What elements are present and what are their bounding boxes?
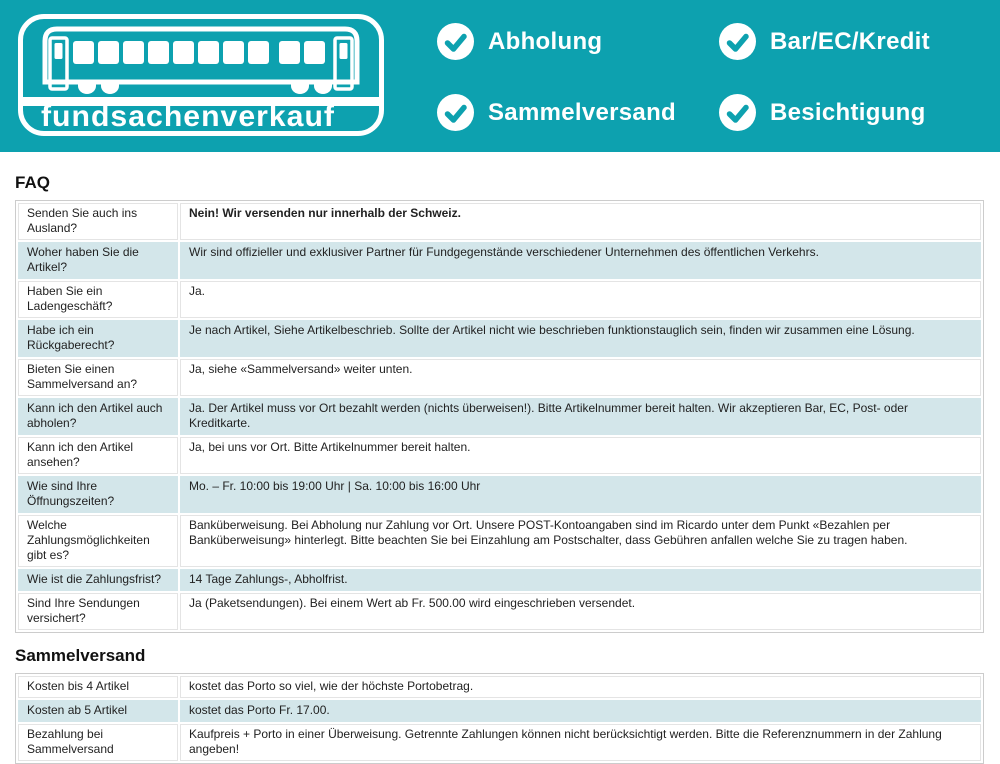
faq-question: Habe ich ein Rückgaberecht? xyxy=(18,320,178,357)
feature-label: Besichtigung xyxy=(770,98,926,126)
sammelversand-question: Kosten bis 4 Artikel xyxy=(18,676,178,698)
sammelversand-row xyxy=(18,700,981,722)
faq-question: Haben Sie ein Ladengeschäft? xyxy=(18,281,178,318)
faq-answer: Ja (Paketsendungen). Bei einem Wert ab Fr. 500.00 wird eingeschrieben versendet. xyxy=(180,593,981,630)
faq-question: Kann ich den Artikel ansehen? xyxy=(18,437,178,474)
sammelversand-table xyxy=(15,673,984,764)
faq-answer: 14 Tage Zahlungs-, Abholfrist. xyxy=(180,569,981,591)
faq-answer: Ja. xyxy=(180,281,981,318)
faq-question: Woher haben Sie die Artikel? xyxy=(18,242,178,279)
faq-question: Senden Sie auch ins Ausland? xyxy=(18,203,178,240)
faq-answer: Wir sind offizieller und exklusiver Partner für Fundgegenstände verschiedener Unternehmen des öffentlichen Verkehrs. xyxy=(180,242,981,279)
faq-question: Wie ist die Zahlungsfrist? xyxy=(18,569,178,591)
faq-question: Bieten Sie einen Sammelversand an? xyxy=(18,359,178,396)
check-icon xyxy=(719,94,756,131)
faq-answer: Mo. – Fr. 10:00 bis 19:00 Uhr | Sa. 10:00 bis 16:00 Uhr xyxy=(180,476,981,513)
page-content xyxy=(0,173,1000,764)
faq-answer: Banküberweisung. Bei Abholung nur Zahlung vor Ort. Unsere POST-Kontoangaben sind im Ricardo unter dem Punkt «Bezahlen per Banküberweisung» hinterlegt. Bitte beachten Sie bei Einzahlung am Postschalter, dass Gebühren anfallen welche Sie zu tragen haben. xyxy=(180,515,981,567)
faq-answer: Ja, siehe «Sammelversand» weiter unten. xyxy=(180,359,981,396)
faq-row xyxy=(18,437,981,474)
faq-question: Welche Zahlungsmöglichkeiten gibt es? xyxy=(18,515,178,567)
feature-sammelversand xyxy=(437,94,676,131)
sammelversand-row xyxy=(18,676,981,698)
faq-row xyxy=(18,359,981,396)
check-icon xyxy=(719,23,756,60)
faq-table xyxy=(15,200,984,633)
sammelversand-answer: kostet das Porto Fr. 17.00. xyxy=(180,700,981,722)
faq-question: Kann ich den Artikel auch abholen? xyxy=(18,398,178,435)
faq-row xyxy=(18,515,981,567)
faq-row xyxy=(18,593,981,630)
header-banner xyxy=(0,0,1000,152)
faq-row xyxy=(18,398,981,435)
faq-row xyxy=(18,281,981,318)
sammelversand-answer: kostet das Porto so viel, wie der höchste Portobetrag. xyxy=(180,676,981,698)
faq-row xyxy=(18,569,981,591)
faq-question: Wie sind Ihre Öffnungszeiten? xyxy=(18,476,178,513)
feature-abholung xyxy=(437,23,602,60)
feature-label: Abholung xyxy=(488,27,603,55)
check-icon xyxy=(437,94,474,131)
faq-row xyxy=(18,476,981,513)
sammelversand-answer: Kaufpreis + Porto in einer Überweisung. Getrennte Zahlungen können nicht berücksichtigt werden. Bitte die Referenznummern in der Zahlung angeben! xyxy=(180,724,981,761)
faq-heading: FAQ xyxy=(15,173,50,192)
faq-row xyxy=(18,320,981,357)
feature-label: Bar/EC/Kredit xyxy=(770,27,930,55)
faq-answer: Ja, bei uns vor Ort. Bitte Artikelnummer bereit halten. xyxy=(180,437,981,474)
faq-answer: Je nach Artikel, Siehe Artikelbeschrieb. Sollte der Artikel nicht wie beschrieben funktionstauglich sein, finden wir zusammen eine Lösung. xyxy=(180,320,981,357)
faq-question: Sind Ihre Sendungen versichert? xyxy=(18,593,178,630)
sammelversand-heading: Sammelversand xyxy=(15,646,146,665)
feature-bar-ec-kredit xyxy=(719,23,930,60)
sammelversand-question: Kosten ab 5 Artikel xyxy=(18,700,178,722)
feature-besichtigung xyxy=(719,94,926,131)
faq-answer: Ja. Der Artikel muss vor Ort bezahlt werden (nichts überweisen!). Bitte Artikelnummer bereit halten. Wir akzeptieren Bar, EC, Post- oder Kreditkarte. xyxy=(180,398,981,435)
logo xyxy=(18,14,384,136)
faq-answer: Nein! Wir versenden nur innerhalb der Schweiz. xyxy=(180,203,981,240)
sammelversand-row xyxy=(18,724,981,761)
feature-label: Sammelversand xyxy=(488,98,677,126)
faq-row xyxy=(18,242,981,279)
check-icon xyxy=(437,23,474,60)
train-wagon-icon xyxy=(23,20,379,130)
faq-row xyxy=(18,203,981,240)
sammelversand-question: Bezahlung bei Sammelversand xyxy=(18,724,178,761)
logo-wordmark: fundsachenverkauf xyxy=(41,100,335,130)
